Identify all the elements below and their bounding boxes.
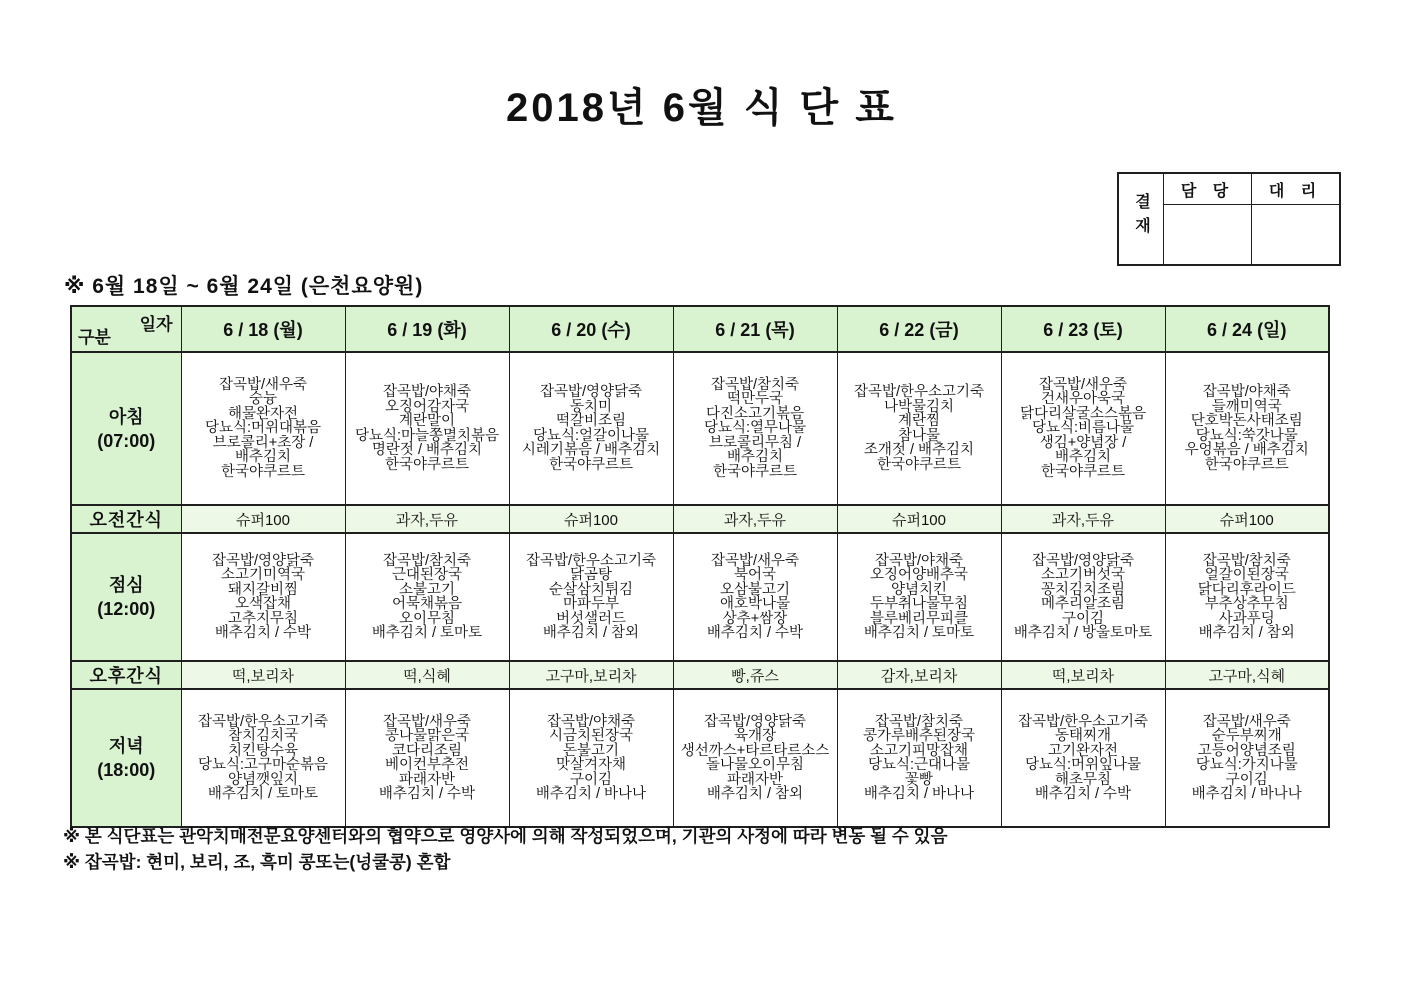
approval-stamp-cell (1118, 173, 1164, 265)
snack-cell-pm_snack-day0: 떡,보리차 (181, 661, 345, 689)
menu-item: 잡곡밥/참치죽 (874, 713, 964, 730)
menu-item: 고등어양념조림 (1197, 742, 1296, 759)
menu-items (674, 378, 837, 480)
menu-item: 소고기미역국 (220, 567, 306, 583)
row-label-lunch (71, 533, 181, 661)
menu-item: 얼갈이된장국 (1204, 567, 1289, 583)
menu-item: 닭다리살굴소스볶음 (1019, 405, 1147, 422)
menu-item: 나박물김치 (883, 398, 955, 415)
menu-item: 당뇨식:마늘쫑멸치볶음 (354, 427, 500, 444)
snack-cell-pm_snack-day5: 떡,보리차 (1001, 661, 1165, 689)
menu-items (838, 554, 1001, 641)
menu-item: 당뇨식:머위대볶음 (204, 420, 322, 437)
menu-item: 배추김치 / 수박 (214, 625, 312, 641)
menu-item: 파래자반 (398, 771, 456, 788)
menu-item: 잡곡밥/새우죽 (1038, 376, 1128, 393)
menu-items (510, 385, 673, 472)
menu-item: 잡곡밥/야채죽 (1202, 384, 1291, 400)
menu-item: 배추김치 (1054, 449, 1112, 466)
menu-item: 잡곡밥/새우죽 (218, 376, 308, 393)
menu-item: 소고기버섯국 (1040, 567, 1126, 583)
menu-cell-lunch-day6 (1165, 533, 1329, 661)
menu-item: 배추김치 / 토마토 (207, 786, 319, 802)
menu-items (1002, 378, 1165, 480)
menu-item: 잡곡밥/참치죽 (710, 376, 800, 393)
snack-cell-pm_snack-day4: 감자,보리차 (837, 661, 1001, 689)
menu-cell-dinner-day5 (1001, 689, 1165, 827)
menu-item: 잡곡밥/영양닭죽 (703, 713, 807, 730)
menu-item: 소불고기 (398, 581, 456, 598)
menu-item: 조개젓 / 배추김치 (863, 442, 975, 458)
day-header-4: 6 / 22 (금) (837, 306, 1001, 352)
menu-item: 잡곡밥/새우죽 (710, 552, 800, 569)
menu-items (674, 715, 837, 802)
menu-cell-breakfast-day5 (1001, 352, 1165, 505)
snack-cell-am_snack-day5: 과자,두유 (1001, 505, 1165, 533)
menu-items (1166, 715, 1329, 802)
menu-item: 오삼불고기 (719, 581, 791, 598)
menu-item: 계란말이 (398, 413, 456, 429)
menu-item: 상추+쌈장 (722, 610, 788, 627)
menu-item: 오색잡채 (234, 596, 292, 612)
row-pm_snack (71, 661, 1329, 689)
menu-item: 한국야쿠르트 (548, 456, 634, 473)
meal-name: 아침 (108, 406, 144, 427)
menu-item: 브로콜리무침 / (708, 434, 802, 451)
meal-time: (12:00) (97, 599, 156, 619)
menu-item: 맛살겨자채 (555, 757, 627, 773)
menu-items (1166, 385, 1329, 472)
menu-item: 당뇨식:근대나물 (867, 757, 971, 773)
menu-item: 잡곡밥/참치죽 (382, 552, 472, 569)
menu-item: 명란젓 / 배추김치 (371, 442, 483, 458)
menu-items (182, 554, 345, 641)
menu-item: 돼지갈비찜 (227, 581, 299, 598)
snack-cell-am_snack-day1: 과자,두유 (345, 505, 509, 533)
menu-item: 생선까스+타르타르소스 (680, 742, 830, 759)
day-header-3: 6 / 21 (목) (673, 306, 837, 352)
menu-item: 배추김치 / 토마토 (863, 625, 975, 641)
menu-item: 참나물 (897, 427, 941, 444)
menu-item: 꽁치김치조림 (1040, 581, 1126, 598)
menu-item: 고추지무침 (227, 610, 299, 627)
menu-item: 구이김 (569, 771, 613, 788)
menu-cell-dinner-day4 (837, 689, 1001, 827)
meal-name: 점심 (108, 575, 144, 595)
menu-item: 배추김치 (234, 449, 292, 466)
menu-item: 양념치킨 (890, 581, 948, 598)
menu-items (182, 378, 345, 480)
menu-item: 한국야쿠르트 (712, 463, 798, 480)
menu-item: 배추김치 (726, 449, 784, 466)
menu-item: 사과푸딩 (1218, 610, 1275, 627)
menu-items (838, 385, 1001, 472)
menu-item: 배추김치 / 수박 (1034, 786, 1132, 802)
menu-item: 잡곡밥/새우죽 (382, 713, 472, 730)
menu-items (1002, 715, 1165, 802)
menu-items (346, 715, 509, 802)
day-header-row (71, 306, 1329, 352)
menu-item: 배추김치 / 참외 (706, 786, 804, 802)
menu-table (70, 305, 1330, 828)
menu-item: 애호박나물 (719, 596, 791, 612)
menu-item: 잡곡밥/야채죽 (382, 384, 472, 400)
corner-cell (71, 306, 181, 352)
menu-item: 배추김치 / 수박 (706, 625, 804, 641)
menu-item: 순살삼치튀김 (548, 581, 634, 598)
menu-item: 육개장 (733, 728, 777, 744)
menu-items (838, 715, 1001, 802)
menu-item: 한국야쿠르트 (384, 456, 470, 473)
meal-time: (07:00) (97, 430, 156, 451)
row-label-breakfast (71, 352, 181, 505)
menu-item: 잡곡밥/야채죽 (546, 713, 636, 730)
menu-cell-dinner-day2 (509, 689, 673, 827)
menu-item: 들깨미역국 (1211, 398, 1282, 415)
menu-item: 잡곡밥/참치죽 (1202, 552, 1291, 569)
menu-cell-breakfast-day2 (509, 352, 673, 505)
menu-item: 배추김치 / 참외 (542, 625, 640, 641)
menu-item: 당뇨식:고구마순볶음 (197, 757, 329, 773)
day-header-0: 6 / 18 (월) (181, 306, 345, 352)
menu-items (1002, 554, 1165, 641)
menu-item: 구이김 (1225, 771, 1268, 788)
menu-item: 한국야쿠르트 (1040, 463, 1126, 480)
menu-item: 동치미 (569, 398, 613, 415)
menu-item: 베이컨부추전 (384, 757, 470, 773)
menu-item: 북어국 (733, 567, 777, 583)
menu-item: 꽃빵 (904, 771, 933, 788)
menu-item: 코다리조림 (391, 742, 463, 759)
menu-item: 당뇨식:얼갈이나물 (532, 427, 650, 444)
menu-item: 어묵채볶음 (391, 596, 463, 612)
menu-items (510, 715, 673, 802)
menu-item: 순두부찌개 (1211, 728, 1282, 744)
snack-cell-pm_snack-day6: 고구마,식혜 (1165, 661, 1329, 689)
menu-item: 잡곡밥/한우소고기죽 (853, 384, 985, 400)
menu-cell-breakfast-day1 (345, 352, 509, 505)
approval-col-manager: 담 당 (1164, 173, 1252, 205)
menu-cell-breakfast-day0 (181, 352, 345, 505)
menu-item: 배추김치 / 바나나 (535, 786, 647, 802)
menu-item: 파래자반 (726, 771, 784, 788)
approval-signature-manager (1164, 205, 1252, 265)
menu-item: 돌나물오이무침 (705, 757, 805, 773)
menu-item: 한국야쿠르트 (220, 463, 306, 480)
day-header-1: 6 / 19 (화) (345, 306, 509, 352)
menu-item: 콩나물맑은국 (384, 728, 470, 744)
menu-item: 두부취나물무침 (869, 596, 969, 612)
corner-label-date: 일자 (139, 315, 173, 334)
menu-item: 닭다리후라이드 (1197, 581, 1296, 598)
week-range-subtitle: ※ 6월 18일 ~ 6월 24일 (은천요양원) (64, 275, 424, 298)
menu-item: 배추김치 / 참외 (1198, 625, 1295, 641)
menu-item: 닭곰탕 (569, 567, 613, 583)
menu-cell-lunch-day3 (673, 533, 837, 661)
menu-item: 당뇨식:머위잎나물 (1024, 757, 1142, 773)
menu-item: 마파두부 (562, 596, 620, 612)
footnote-grain: ※ 잡곡밥: 현미, 보리, 조, 흑미 콩또는(넝쿨콩) 혼합 (63, 852, 451, 872)
menu-item: 우엉볶음 / 배추김치 (1184, 442, 1309, 458)
menu-item: 잡곡밥/영양닭죽 (211, 552, 315, 569)
menu-item: 동태찌개 (1054, 728, 1112, 744)
approval-signature-deputy (1252, 205, 1341, 265)
row-am_snack (71, 505, 1329, 533)
menu-item: 단호박돈사태조림 (1190, 413, 1303, 429)
menu-item: 시레기볶음 / 배추김치 (521, 442, 661, 458)
menu-item: 당뇨식:가지나물 (1195, 757, 1298, 773)
menu-item: 잡곡밥/한우소고기죽 (197, 713, 329, 730)
row-lunch (71, 533, 1329, 661)
menu-item: 한국야쿠르트 (876, 456, 962, 473)
menu-item: 부추상추무침 (1204, 596, 1289, 612)
menu-item: 떡갈비조림 (555, 413, 627, 429)
menu-cell-breakfast-day6 (1165, 352, 1329, 505)
menu-cell-lunch-day4 (837, 533, 1001, 661)
menu-item: 양념깻잎지 (227, 771, 299, 788)
day-header-6: 6 / 24 (일) (1165, 306, 1329, 352)
menu-cell-dinner-day6 (1165, 689, 1329, 827)
day-header-2: 6 / 20 (수) (509, 306, 673, 352)
menu-item: 배추김치 / 수박 (378, 786, 476, 802)
menu-item: 잡곡밥/새우죽 (1202, 713, 1291, 730)
menu-item: 계란찜 (897, 413, 941, 429)
menu-item: 메추리알조림 (1040, 596, 1126, 612)
menu-items (674, 554, 837, 641)
menu-cell-lunch-day1 (345, 533, 509, 661)
menu-item: 근대된장국 (391, 567, 463, 583)
menu-item: 배추김치 / 바나나 (863, 786, 975, 802)
menu-items (346, 385, 509, 472)
snack-cell-pm_snack-day1: 떡,식혜 (345, 661, 509, 689)
menu-item: 해초무침 (1054, 771, 1112, 788)
menu-item: 시금치된장국 (548, 728, 634, 744)
menu-cell-lunch-day5 (1001, 533, 1165, 661)
menu-cell-lunch-day2 (509, 533, 673, 661)
menu-item: 참치김치국 (227, 728, 299, 744)
menu-item: 건새우아욱국 (1040, 391, 1126, 408)
menu-item: 잡곡밥/영양닭죽 (539, 384, 643, 400)
menu-item: 버섯샐러드 (555, 610, 627, 627)
menu-cell-dinner-day1 (345, 689, 509, 827)
row-label-am_snack: 오전간식 (71, 505, 181, 533)
menu-item: 콩가루배추된장국 (862, 728, 976, 744)
menu-item: 치킨탕수육 (227, 742, 299, 759)
menu-item: 오징어감자국 (384, 398, 470, 415)
menu-item: 생김+양념장 / (1039, 434, 1127, 451)
snack-cell-pm_snack-day2: 고구마,보리차 (509, 661, 673, 689)
menu-item: 당뇨식:쑥갓나물 (1195, 427, 1298, 444)
menu-cell-dinner-day3 (673, 689, 837, 827)
menu-items (346, 554, 509, 641)
menu-items (182, 715, 345, 802)
menu-item: 한국야쿠르트 (1204, 456, 1289, 473)
menu-cell-breakfast-day3 (673, 352, 837, 505)
menu-item: 배추김치 / 토마토 (371, 625, 483, 641)
snack-cell-am_snack-day0: 슈퍼100 (181, 505, 345, 533)
menu-item: 블루베리무피클 (869, 610, 969, 627)
menu-item: 해물완자전 (227, 405, 299, 422)
page-title: 2018년 6월 식 단 표 (506, 86, 897, 130)
menu-item: 잡곡밥/야채죽 (874, 552, 964, 569)
snack-cell-am_snack-day6: 슈퍼100 (1165, 505, 1329, 533)
snack-cell-pm_snack-day3: 빵,쥬스 (673, 661, 837, 689)
menu-item: 숭늉 (248, 391, 277, 408)
corner-label-category: 구분 (78, 328, 111, 347)
menu-item: 소고기피망잡채 (869, 742, 969, 759)
row-label-pm_snack: 오후간식 (71, 661, 181, 689)
menu-item: 잡곡밥/한우소고기죽 (525, 552, 657, 569)
meal-time: (18:00) (97, 760, 156, 780)
row-label-dinner (71, 689, 181, 827)
row-dinner (71, 689, 1329, 827)
approval-col-deputy: 대 리 (1252, 173, 1341, 205)
menu-table-body (71, 352, 1329, 827)
menu-item: 떡만두국 (726, 391, 784, 408)
day-header-5: 6 / 23 (토) (1001, 306, 1165, 352)
menu-item: 잡곡밥/한우소고기죽 (1017, 713, 1149, 730)
menu-item: 다진소고기볶음 (705, 405, 805, 422)
row-breakfast (71, 352, 1329, 505)
menu-item: 브로콜리+초장 / (212, 434, 314, 451)
footnote-source: ※ 본 식단표는 관악치매전문요양센터와의 협약으로 영양사에 의해 작성되었으며, 기관의 사정에 따라 변동 될 수 있음 (63, 826, 948, 846)
snack-cell-am_snack-day2: 슈퍼100 (509, 505, 673, 533)
menu-item: 고기완자전 (1047, 742, 1119, 759)
menu-item: 당뇨식:열무나물 (703, 420, 807, 437)
approval-box (1117, 172, 1341, 266)
menu-item: 잡곡밥/영양닭죽 (1031, 552, 1135, 569)
menu-item: 배추김치 / 바나나 (1191, 786, 1302, 802)
approval-stamp-label: 결재 (1132, 192, 1150, 241)
menu-item: 구이김 (1061, 610, 1105, 627)
menu-item: 오이무침 (398, 610, 456, 627)
menu-item: 돈불고기 (562, 742, 620, 759)
menu-items (1166, 554, 1329, 641)
meal-name: 저녁 (108, 736, 144, 756)
menu-items (510, 554, 673, 641)
menu-item: 당뇨식:비름나물 (1031, 420, 1135, 437)
menu-item: 배추김치 / 방울토마토 (1013, 625, 1153, 641)
footnotes (63, 823, 947, 875)
snack-cell-am_snack-day3: 과자,두유 (673, 505, 837, 533)
menu-cell-dinner-day0 (181, 689, 345, 827)
menu-cell-lunch-day0 (181, 533, 345, 661)
menu-item: 오징어양배추국 (869, 567, 969, 583)
snack-cell-am_snack-day4: 슈퍼100 (837, 505, 1001, 533)
menu-cell-breakfast-day4 (837, 352, 1001, 505)
